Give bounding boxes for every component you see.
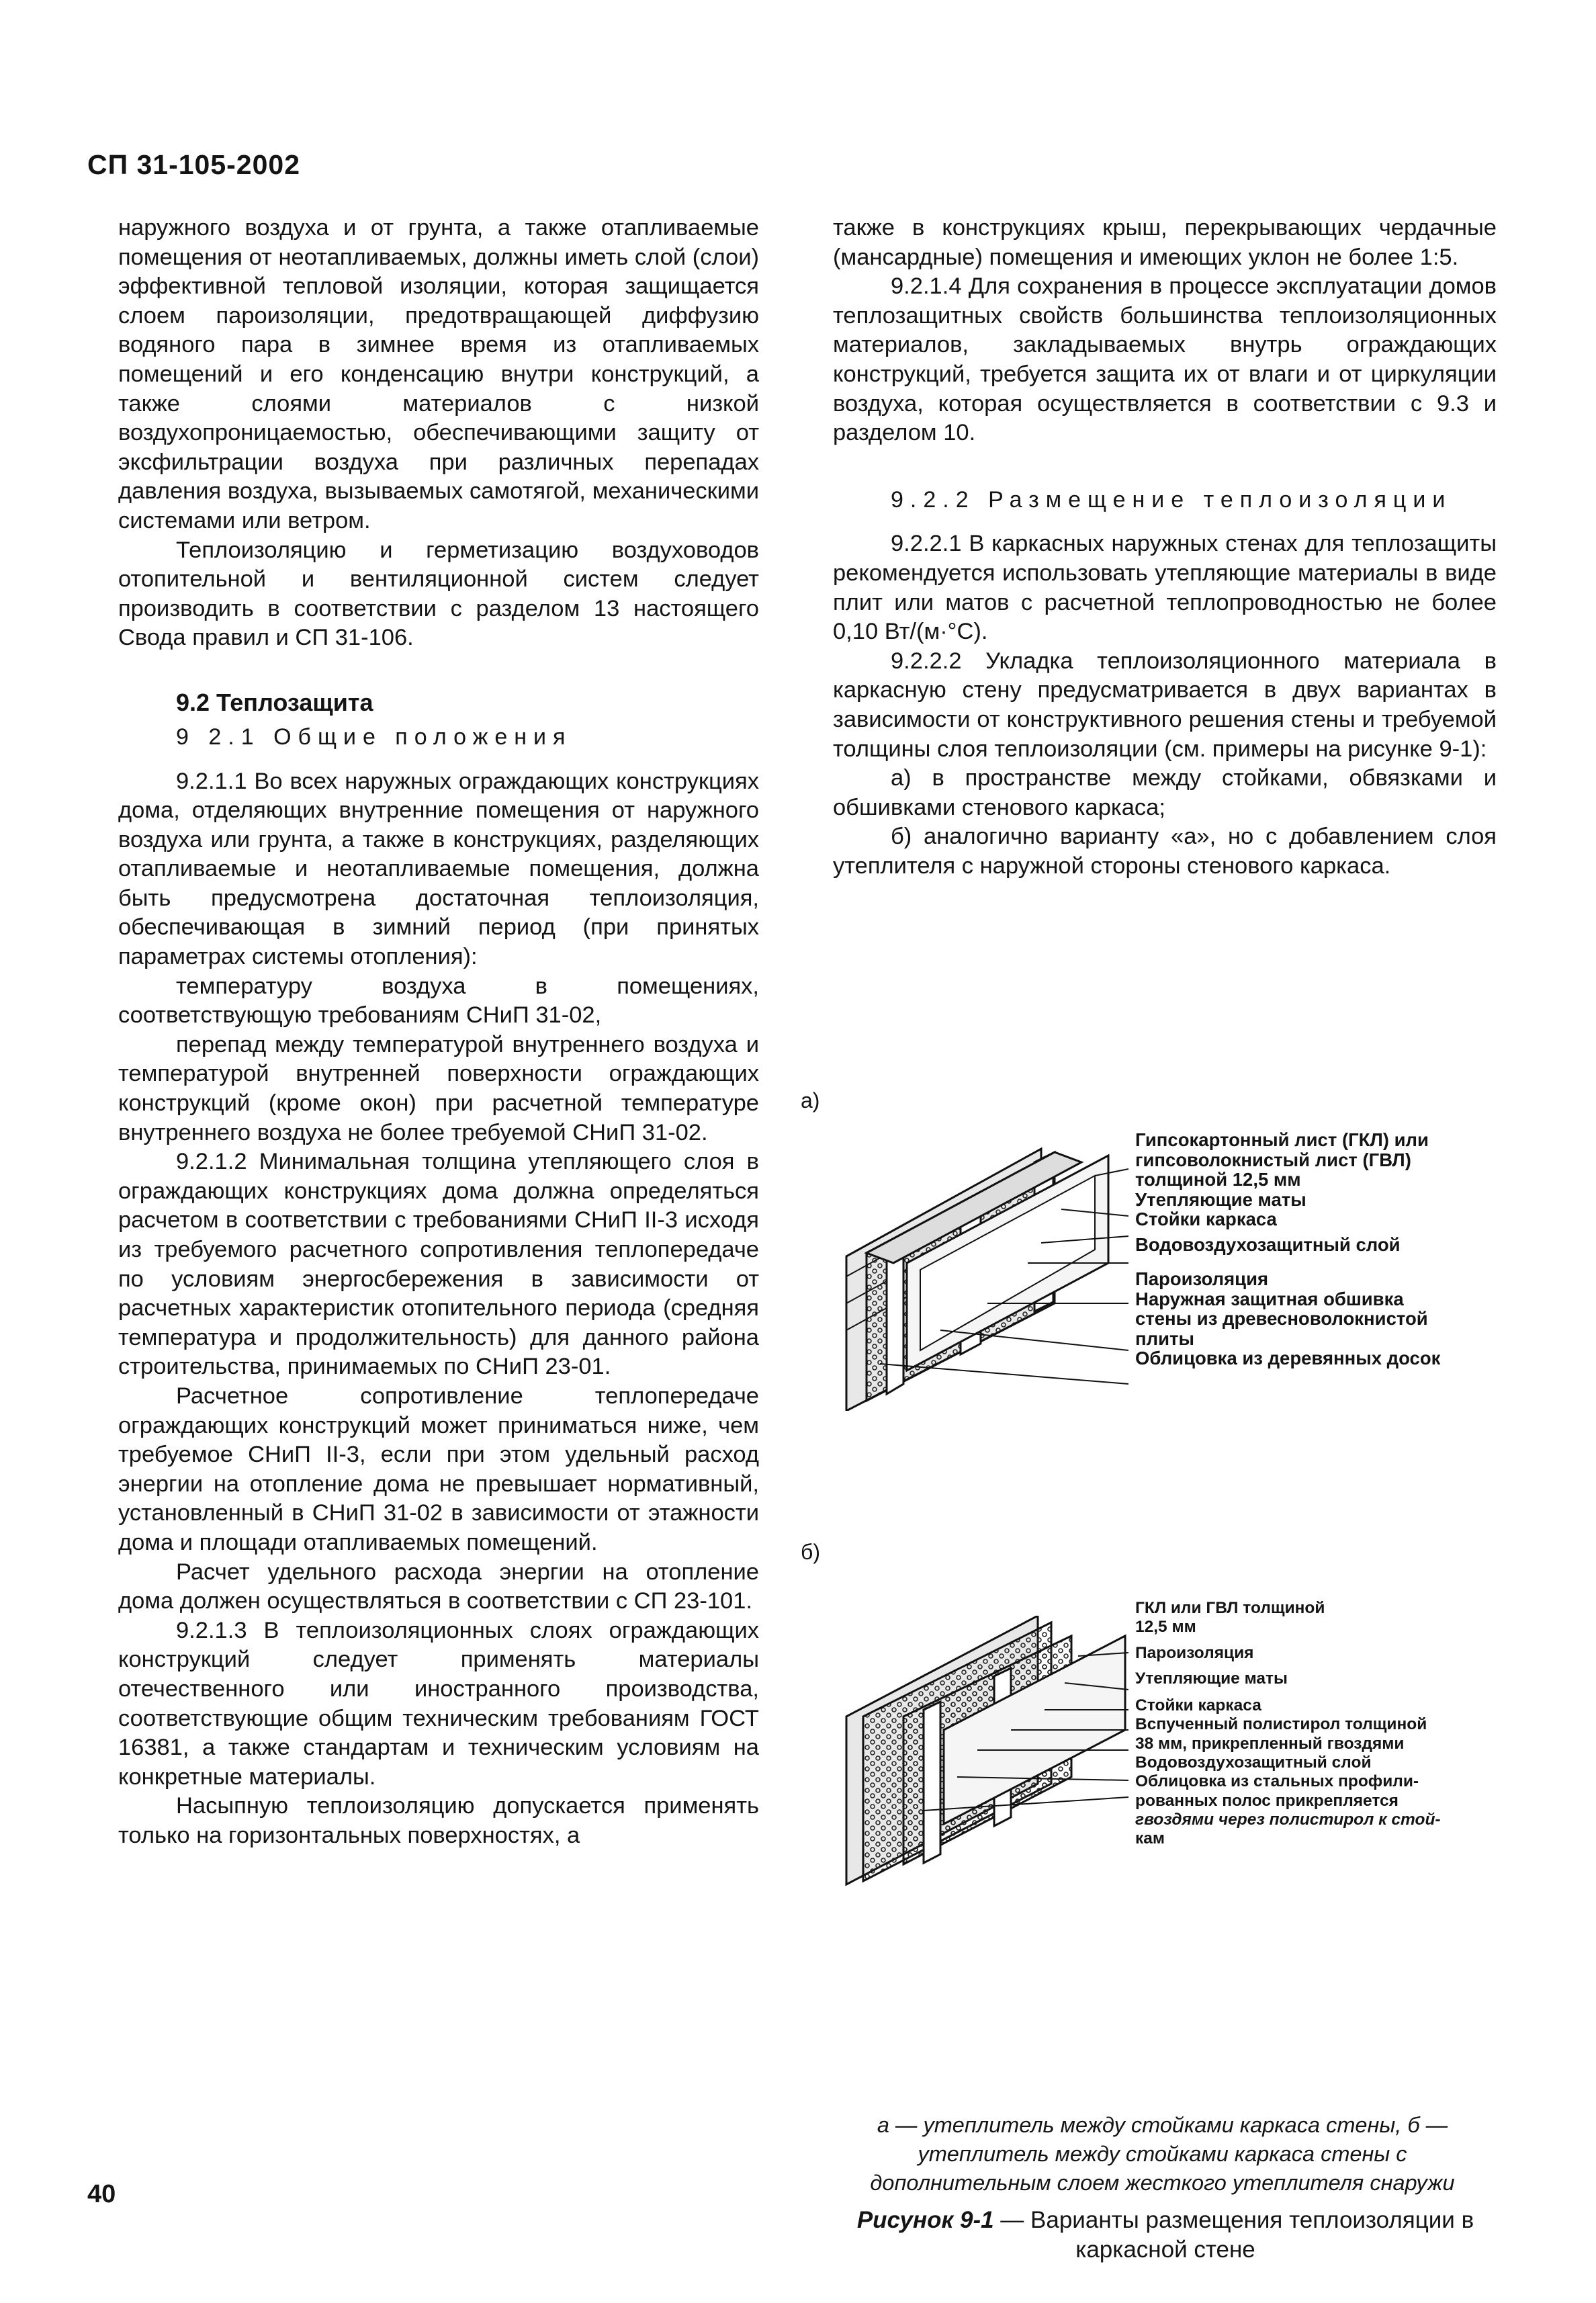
callout-text: ГКЛ или ГВЛ толщиной [1135, 1599, 1325, 1617]
callout-text: Гипсокартонный лист (ГКЛ) или [1135, 1129, 1429, 1150]
right-column [833, 214, 1497, 881]
paragraph: б) аналогично варианту «а», но с добавлением слоя утеплителя с наружной стороны стенового каркаса. [833, 824, 1497, 879]
paragraph: температуру воздуха в помещениях, соответствующую требованиям СНиП 31-02, [118, 973, 759, 1029]
callout-text: Облицовка из деревянных досок [1135, 1348, 1441, 1368]
callout-text: рованных полос прикрепляется [1135, 1791, 1399, 1810]
figure-a-callouts [1135, 1130, 1498, 1368]
callout-text: стены из древесноволокнистой [1135, 1308, 1428, 1329]
callout-text: плиты [1135, 1328, 1194, 1349]
section-title: 9.2 Теплозащита [176, 688, 373, 716]
wall-diagram-a [840, 1129, 1128, 1411]
callout-text: Водовоздухозащитный слой [1135, 1233, 1401, 1255]
paragraph: Теплоизоляцию и герметизацию воздуховодов отопительной и вентиляционной систем следует производить в соответствии с разделом 13 настоящего Свода правил и СП 31-106. [118, 537, 759, 651]
paragraph: Насыпную теплоизоляцию допускается применять только на горизонтальных поверхностях, а [118, 1793, 759, 1848]
figure-caption-label: Рисунок 9-1 [856, 2207, 994, 2233]
paragraph: наружного воздуха и от грунта, а также отапливаемые помещения от неотапливаемых, должны иметь слой (слои) эффективной тепловой изоляции, которая защищается слоем пароизоляции, предотвращающей диффузию водяного пара в зимнее время из отапливаемых помещений и его конденсацию внутри конструкций, а также слоями материалов с низкой воздухопроницаемостью, обеспечивающими защиту от эксфильтрации воздуха при различных перепадах давления воздуха, вызываемых самотягой, механическими системами или ветром. [118, 215, 759, 533]
callout-text: гвоздями через полистирол к стой- [1135, 1810, 1441, 1829]
callout-text: Вспученный полистирол толщиной [1135, 1715, 1427, 1734]
callout-text: Облицовка из стальных профили- [1135, 1772, 1419, 1791]
paragraph: 9.2.1.4 Для сохранения в процессе эксплуатации домов теплозащитных свойств большинства теплоизоляционных материалов, закладываемых внутрь ограждающих конструкций, требуется защита их от влаги и от циркуляции воздуха, которая осуществляется в соответствии с 9.3 и разделом 10. [833, 273, 1497, 446]
paragraph: 9.2.2.1 В каркасных наружных стенах для теплозащиты рекомендуется использовать утепляющие материалы в виде плит или матов с расчетной теплопроводностью не более 0,10 Вт/(м·°С). [833, 531, 1497, 645]
figure-b-callouts [1135, 1599, 1498, 1849]
figure-a-label: а) [801, 1088, 820, 1113]
callout-text: толщиной 12,5 мм [1135, 1169, 1301, 1190]
paragraph: 9.2.1.2 Минимальная толщина утепляющего слоя в ограждающих конструкциях дома должна определяться расчетом в соответствии с требованиями СНиП II-3 исходя из требуемого расчетного сопротивления теплопередаче по условиям энергосбережения в зависимости от расчетных характеристик отопительного периода (средняя температура и продолжительность) для данного района строительства, принимаемых по СНиП 23-01. [118, 1149, 759, 1380]
subsection-title: 9.2.2 Размещение теплоизоляции [891, 486, 1452, 513]
callout-text: Пароизоляция [1135, 1268, 1269, 1289]
callout-text: Стойки каркаса [1135, 1696, 1261, 1715]
callout-text: Наружная защитная обшивка [1135, 1288, 1404, 1309]
callout-text: 12,5 мм [1135, 1618, 1196, 1637]
left-column [118, 214, 759, 1850]
figure-b-label: б) [801, 1540, 820, 1564]
subsection-title: 9 2.1 Общие положения [176, 724, 572, 750]
page-number: 40 [87, 2180, 116, 2208]
paragraph: перепад между температурой внутреннего воздуха и температурой внутренней поверхности ограждающих конструкций (кроме окон) при расчетной температуре внутреннего воздуха не более требуемой СНиП 31-02. [118, 1031, 759, 1145]
figure-legend: а — утеплитель между стойками каркаса стены, б — утеплитель между стойками каркаса стены с дополнительным слоем жесткого утеплителя снаружи [870, 2113, 1455, 2195]
paragraph: 9.2.1.1 Во всех наружных ограждающих конструкциях дома, отделяющих внутренние помещения от наружного воздуха или грунта, а также в конструкциях, разделяющих отапливаемые и неотапливаемые помещения, должна быть предусмотрена достаточная теплоизоляция, обеспечивающая в зимний период (при принятых параметрах системы отопления): [118, 768, 759, 970]
callout-text: 38 мм, прикрепленный гвоздями [1135, 1734, 1405, 1753]
paragraph: Расчетное сопротивление теплопередаче ограждающих конструкций может приниматься ниже, чем требуемое СНиП II-3, если при этом удельный расход энергии на отопление дома не превышает нормативный, установленный в СНиП 31-02 в зависимости от этажности дома и площади отапливаемых помещений. [118, 1383, 759, 1555]
wall-diagram-b [843, 1616, 1128, 1898]
callout-text: Стойки каркаса [1135, 1209, 1277, 1229]
paragraph: 9.2.1.3 В теплоизоляционных слоях ограждающих конструкций следует применять материалы отечественного или иностранного производства, соответствующие общим техническим требованиям ГОСТ 16381, а также стандартам и техническим условиям на конкретные материалы. [118, 1617, 759, 1790]
figure-caption [833, 2206, 1498, 2265]
document-code-header: СП 31-105-2002 [87, 149, 300, 180]
figure-caption-text: — Варианты размещения теплоизоляции в каркасной стене [993, 2207, 1474, 2263]
callout-text: кам [1135, 1829, 1165, 1848]
callout-text: Водовоздухозащитный слой [1135, 1753, 1372, 1772]
paragraph: Расчет удельного расхода энергии на отопление дома должен осуществляться в соответствии с СП 23-101. [118, 1559, 759, 1614]
callout-text: Пароизоляция [1135, 1643, 1254, 1662]
callout-text: гипсоволокнистый лист (ГВЛ) [1135, 1149, 1411, 1170]
paragraph: также в конструкциях крыш, перекрывающих чердачные (мансардные) помещения и имеющих уклон не более 1:5. [833, 215, 1497, 270]
callout-text: Утепляющие маты [1135, 1188, 1306, 1210]
paragraph: а) в пространстве между стойками, обвязками и обшивками стенового каркаса; [833, 765, 1497, 820]
callout-text: Утепляющие маты [1135, 1669, 1288, 1688]
paragraph: 9.2.2.2 Укладка теплоизоляционного материала в каркасную стену предусматривается в двух вариантах в зависимости от конструктивного решения стены и требуемой толщины слоя теплоизоляции (см. примеры на рисунке 9-1): [833, 648, 1497, 762]
